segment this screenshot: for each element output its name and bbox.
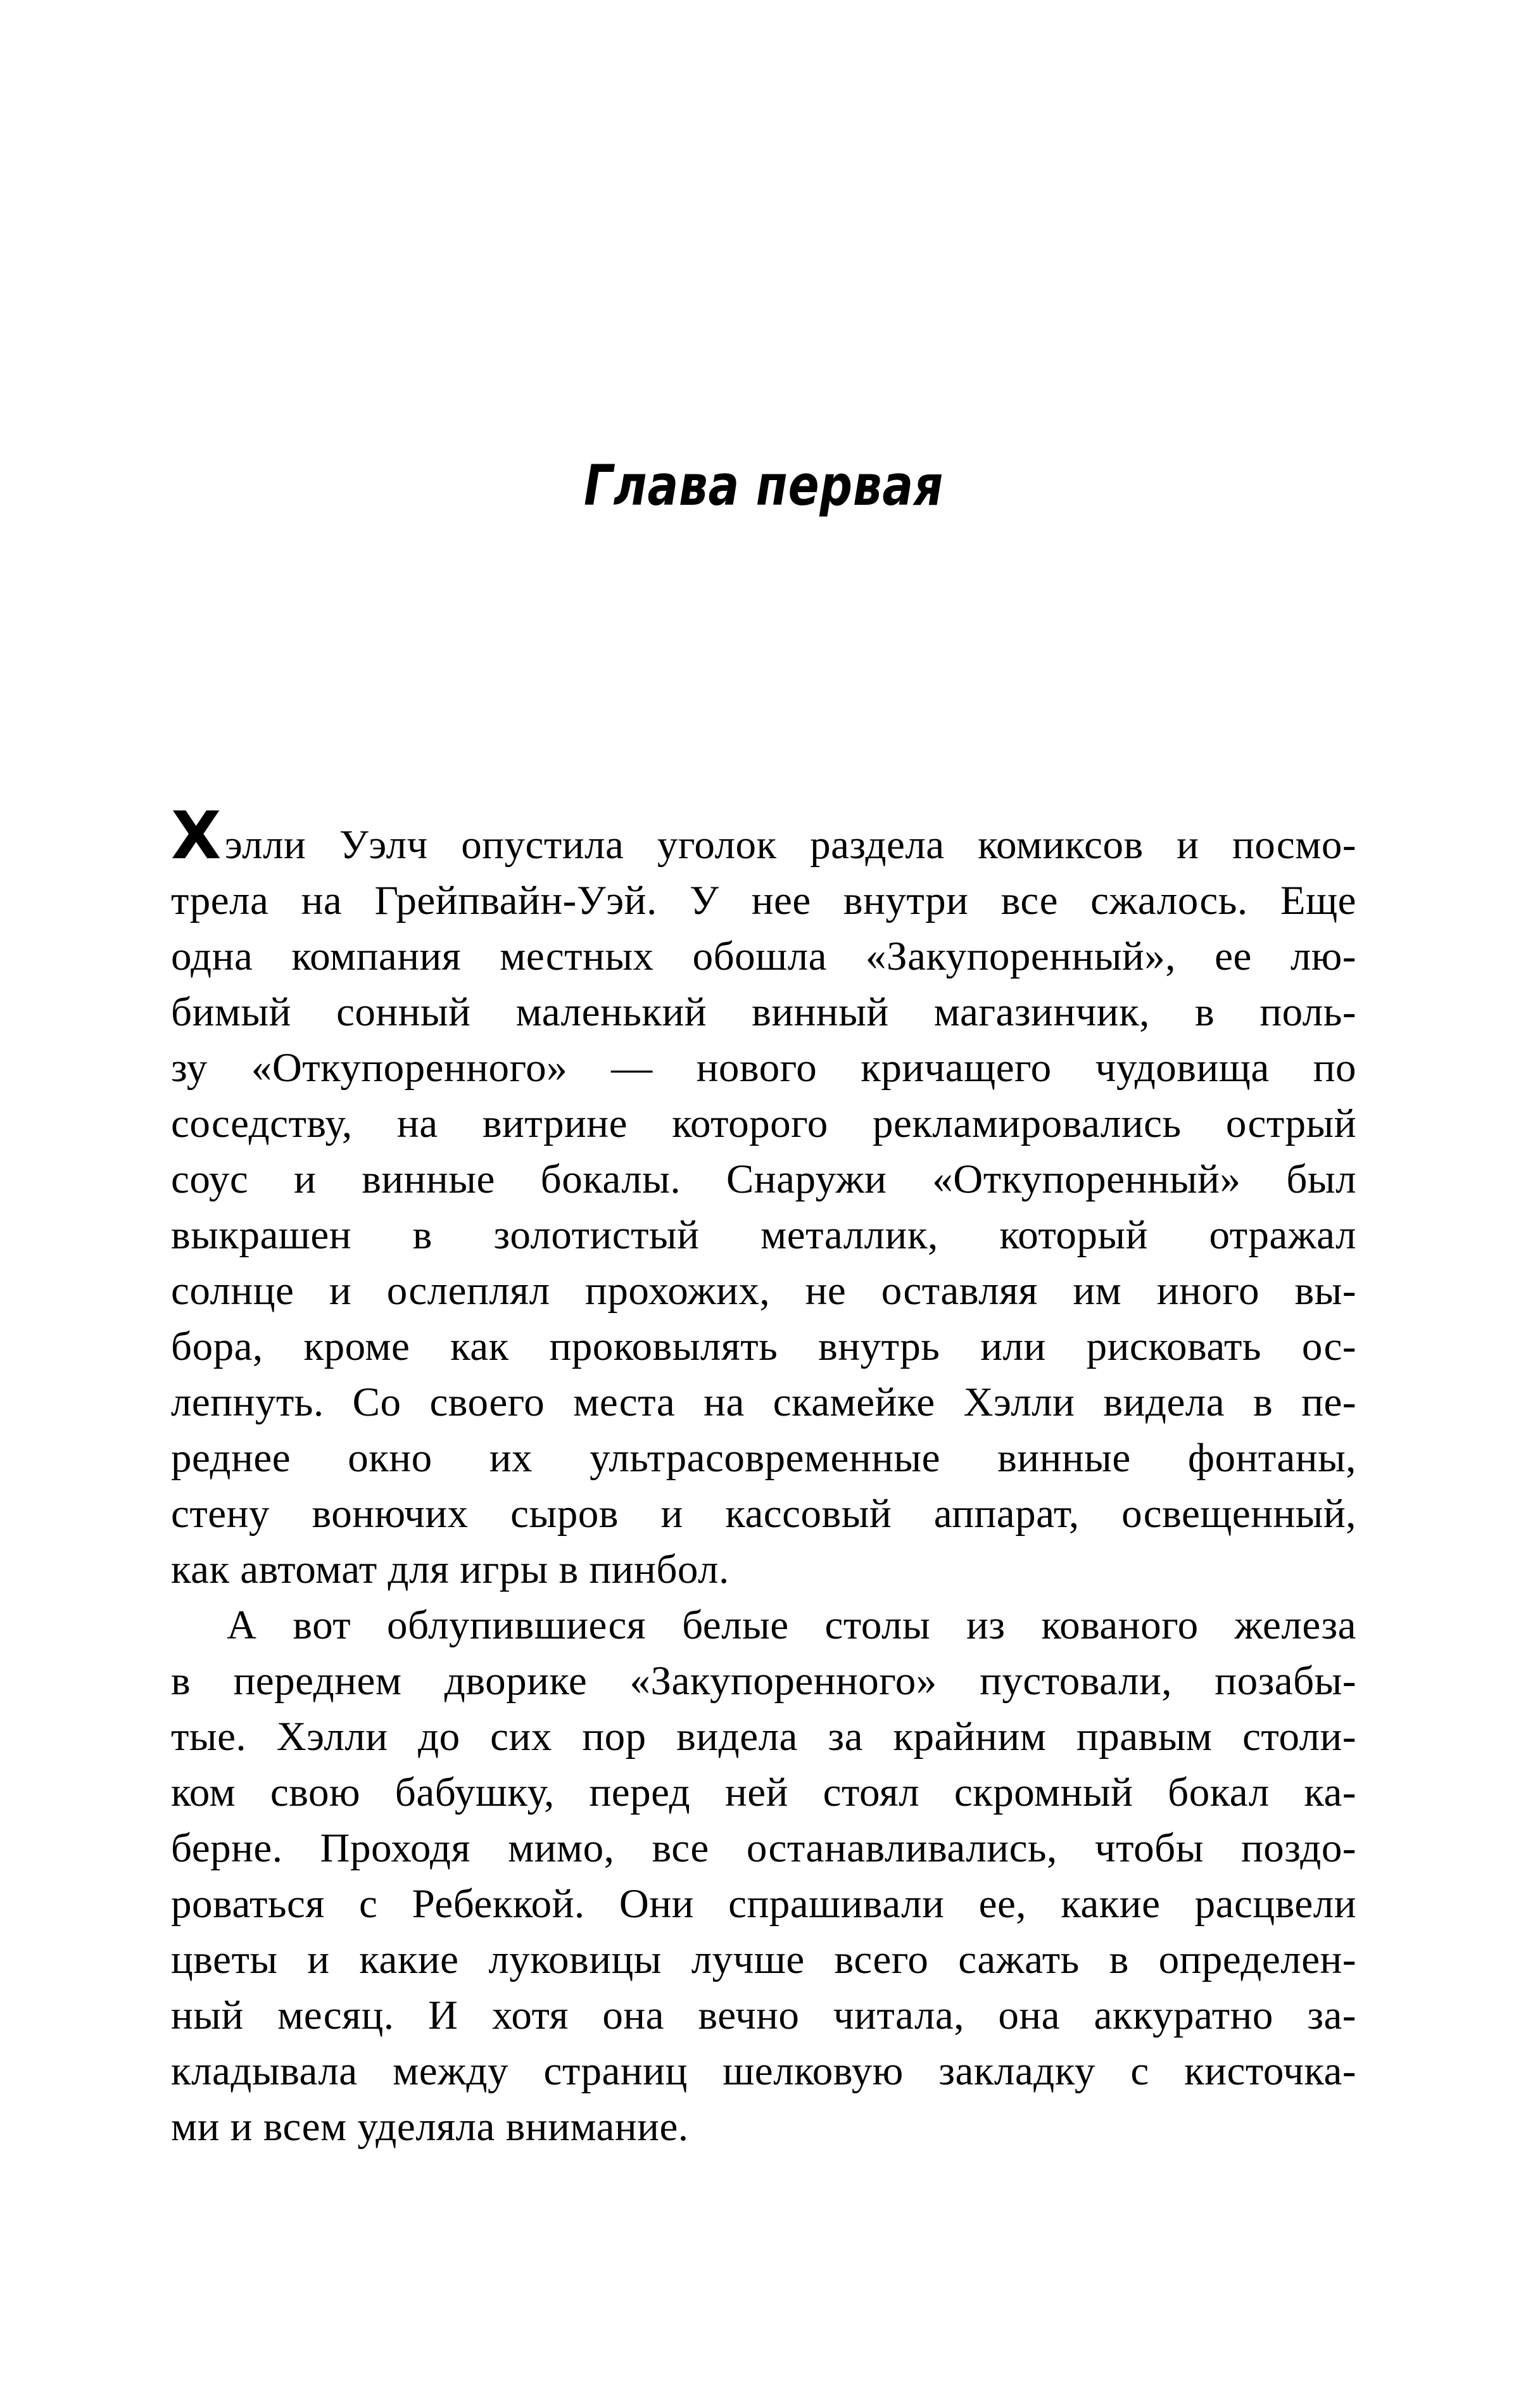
text-line: бимый сонный маленький винный магазинчик, в поль- <box>171 989 1356 1035</box>
text-line: соус и винные бокалы. Снаружи «Откупоренный» был <box>171 1157 1356 1202</box>
drop-cap: Х <box>171 798 222 874</box>
text-line: роваться с Ребеккой. Они спрашивали ее, какие расцвели <box>171 1881 1356 1927</box>
text-line: кладывала между страниц шелковую закладку с кисточка- <box>171 2048 1356 2094</box>
text-line: ный месяц. И хотя она вечно читала, она аккуратно за- <box>171 1993 1356 2038</box>
body-text <box>171 798 1356 2155</box>
text-line: цветы и какие луковицы лучше всего сажать в определен- <box>171 1937 1356 1982</box>
text-line: лепнуть. Со своего места на скамейке Хэлли видела в пе- <box>171 1379 1356 1425</box>
text-line: трела на Грейпвайн-Уэй. У нее внутри все сжалось. Еще <box>171 878 1356 923</box>
text-line: берне. Проходя мимо, все останавливались, чтобы поздо- <box>171 1825 1356 1871</box>
chapter-title: Глава первая <box>583 453 944 518</box>
text-line: зу «Откупоренного» — нового кричащего чудовища по <box>171 1045 1356 1091</box>
text-line: А вот облупившиеся белые столы из кованого железа <box>227 1602 1356 1648</box>
text-line: выкрашен в золотистый металлик, который отражал <box>171 1212 1356 1258</box>
text-line: тые. Хэлли до сих пор видела за крайним правым столи- <box>171 1714 1356 1760</box>
text-line: как автомат для игры в пинбол. <box>171 1547 729 1592</box>
text-line: реднее окно их ультрасовременные винные фонтаны, <box>171 1435 1356 1481</box>
text-line: солнце и ослеплял прохожих, не оставляя им иного вы- <box>171 1268 1356 1314</box>
text-line: стену вонючих сыров и кассовый аппарат, освещенный, <box>171 1491 1356 1537</box>
text-line: ми и всем уделяла внимание. <box>171 2104 689 2150</box>
text-line: в переднем дворике «Закупоренного» пустовали, позабы- <box>171 1658 1356 1704</box>
text-line: соседству, на витрине которого рекламировались острый <box>171 1101 1356 1146</box>
text-line: одна компания местных обошла «Закупоренный», ее лю- <box>171 934 1356 979</box>
text-line: ком свою бабушку, перед ней стоял скромный бокал ка- <box>171 1770 1356 1815</box>
text-line: бора, кроме как проковылять внутрь или рисковать ос- <box>171 1324 1356 1369</box>
text-line: Хэлли Уэлч опустила уголок раздела комиксов и посмо- <box>171 798 1356 874</box>
